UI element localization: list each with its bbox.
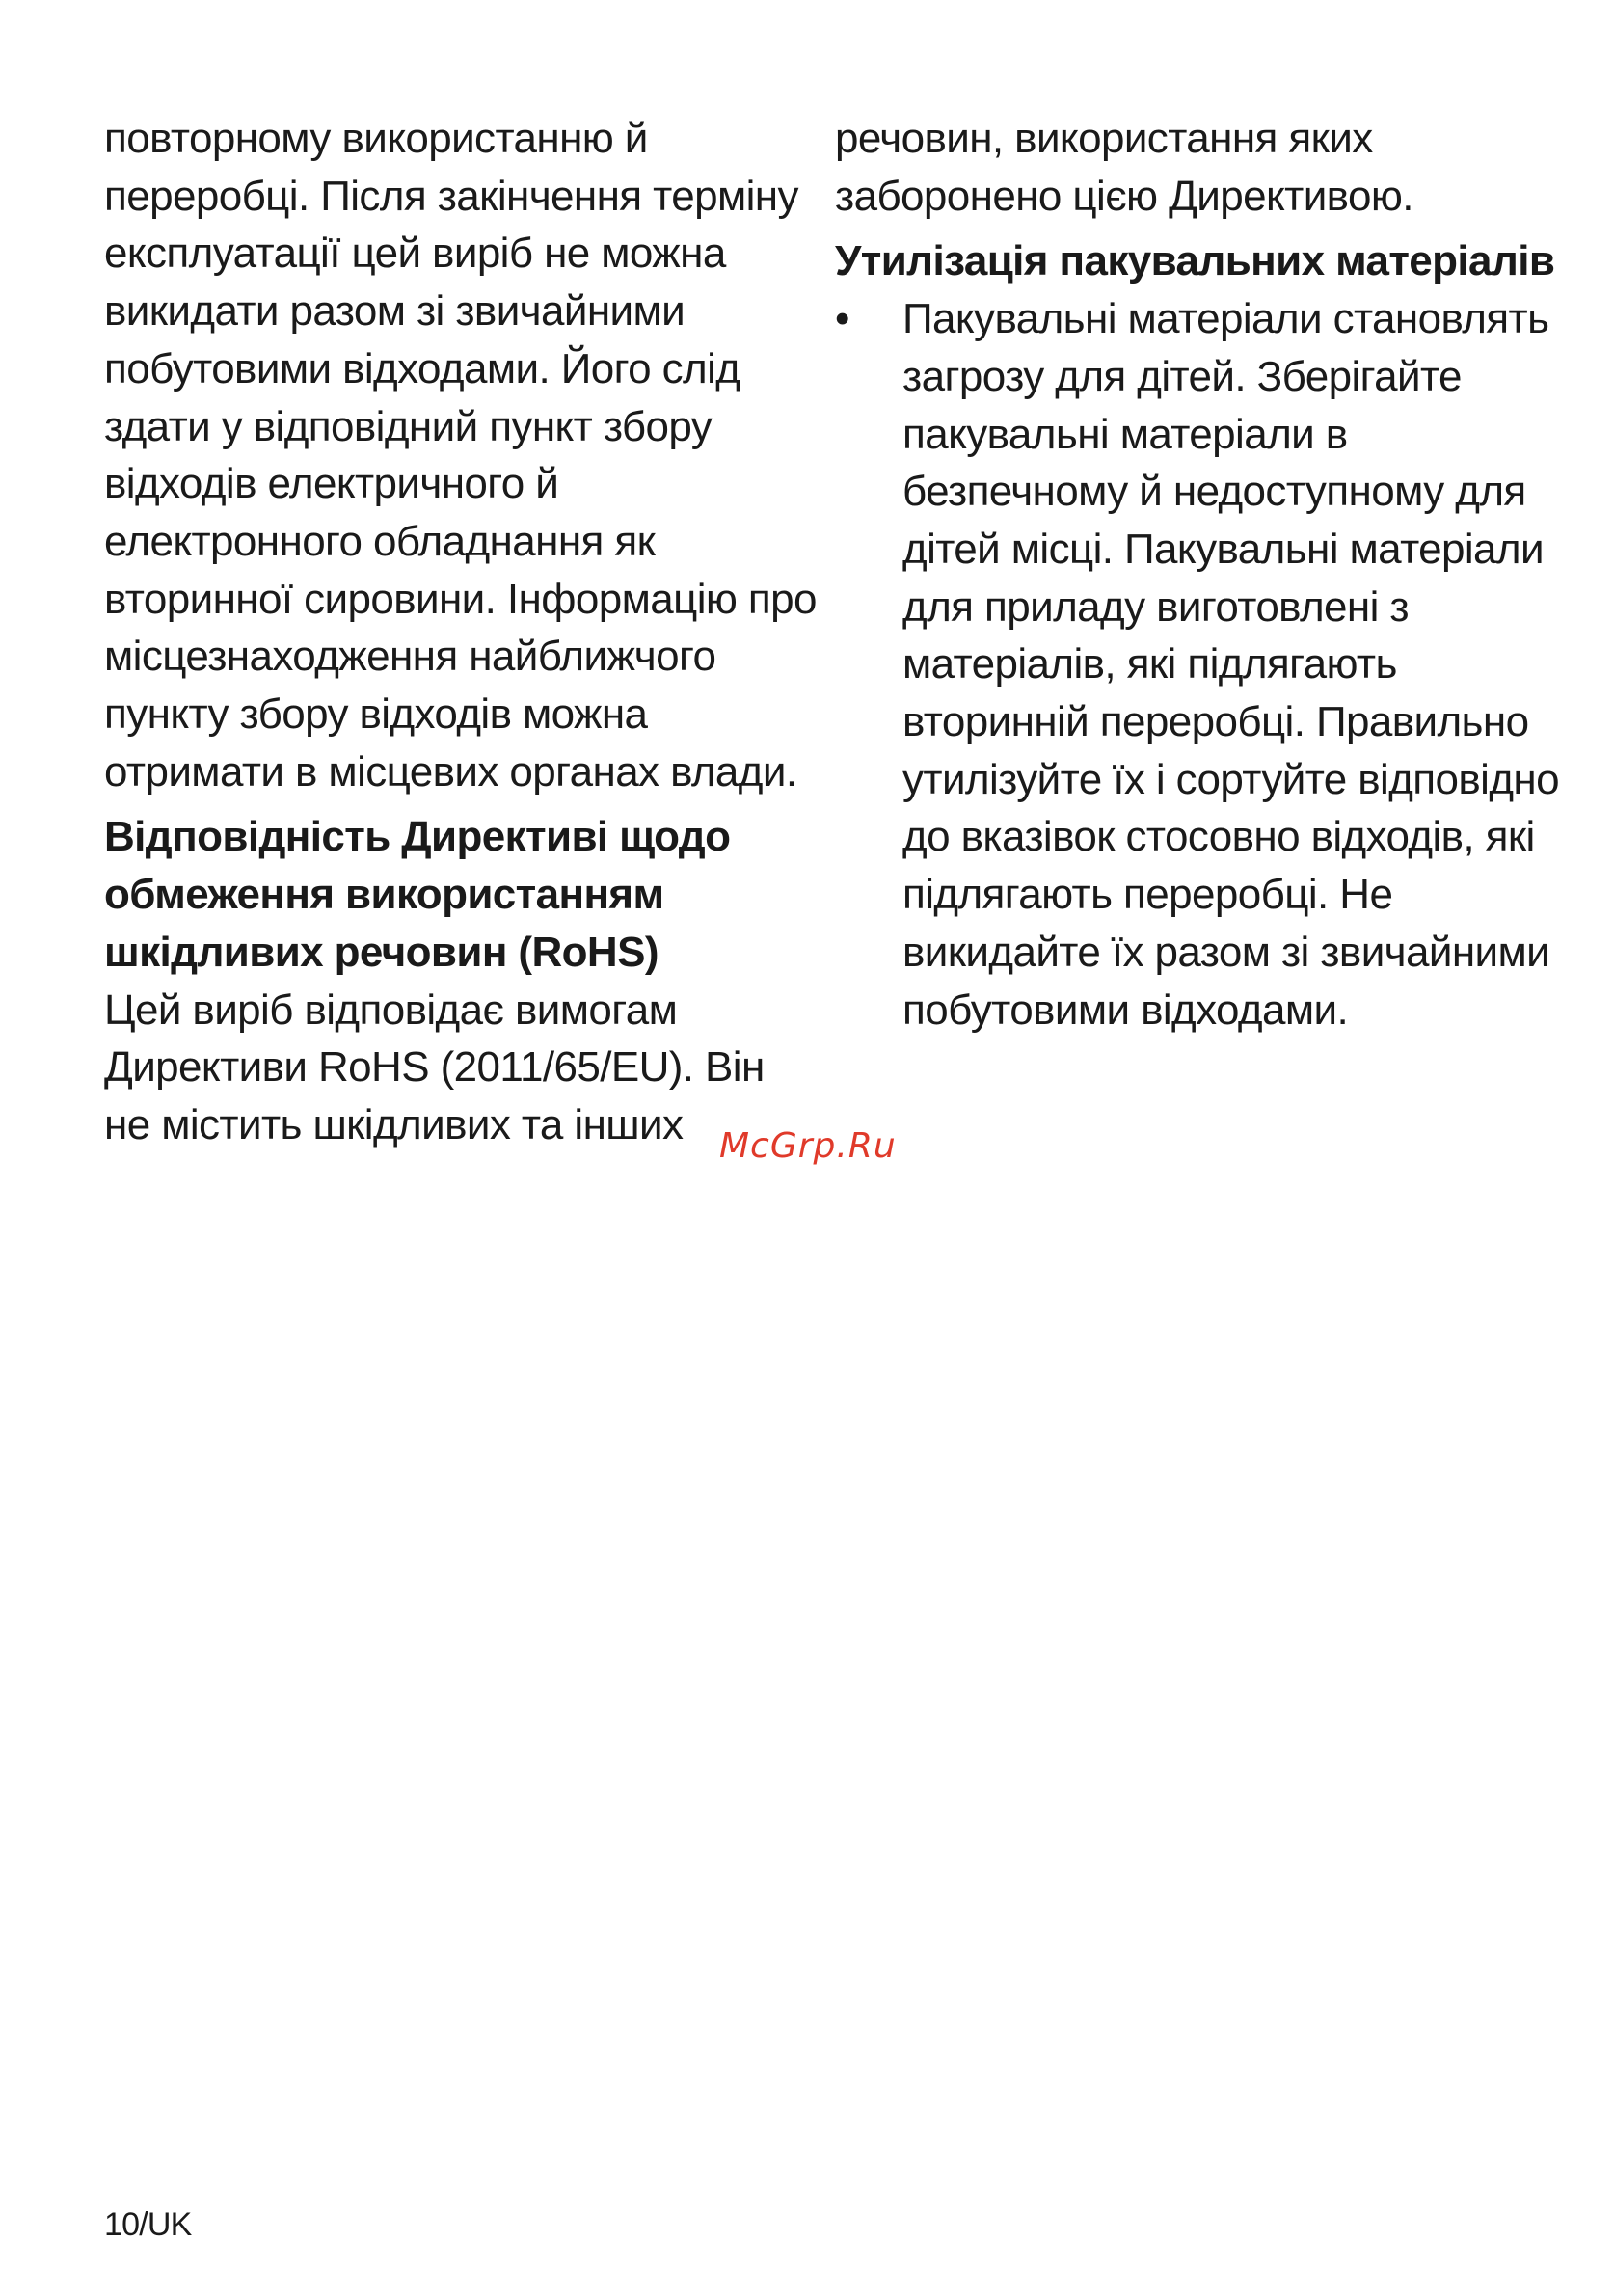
packaging-bullet-text: Пакувальні матеріали становлять загрозу для дітей. Зберігайте пакувальні матеріали в безпечному й недоступному для дітей місці. Пакувальні матеріали для приладу виготовлені з матеріалів, які підлягають вторинній переробці. Правильно утилізуйте їх і сортуйте відповідно до вказівок стосовно відходів, які підлягають переробці. Не викидайте їх разом зі звичайними побутовими відходами. — [902, 295, 1560, 1034]
left-column — [104, 110, 818, 1154]
packaging-heading: Утилізація пакувальних матеріалів — [835, 237, 1555, 285]
continuation-paragraph: речовин, використання яких заборонено цією Директивою. — [835, 115, 1413, 220]
packaging-bullet-item — [835, 290, 1568, 1039]
right-column — [835, 110, 1568, 1039]
bullet-icon: • — [835, 295, 850, 343]
rohs-heading: Відповідність Директиві щодо обмеження використанням шкідливих речовин (RoHS) — [104, 813, 731, 976]
page-number: 10/UK — [104, 2206, 192, 2243]
rohs-paragraph: Цей виріб відповідає вимогам Директиви RoHS (2011/65/EU). Він не містить шкідливих та інших — [104, 986, 765, 1148]
watermark: McGrp.Ru — [719, 1126, 897, 1166]
disposal-paragraph: повторному використанню й переробці. Після закінчення терміну експлуатації цей виріб не можна викидати разом зі звичайними побутовими відходами. Його слід здати у відповідний пункт збору відходів електричного й електронного обладнання як вторинної сировини. Інформацію про місцезнаходження найближчого пункту збору відходів можна отримати в місцевих органах влади. — [104, 115, 817, 796]
